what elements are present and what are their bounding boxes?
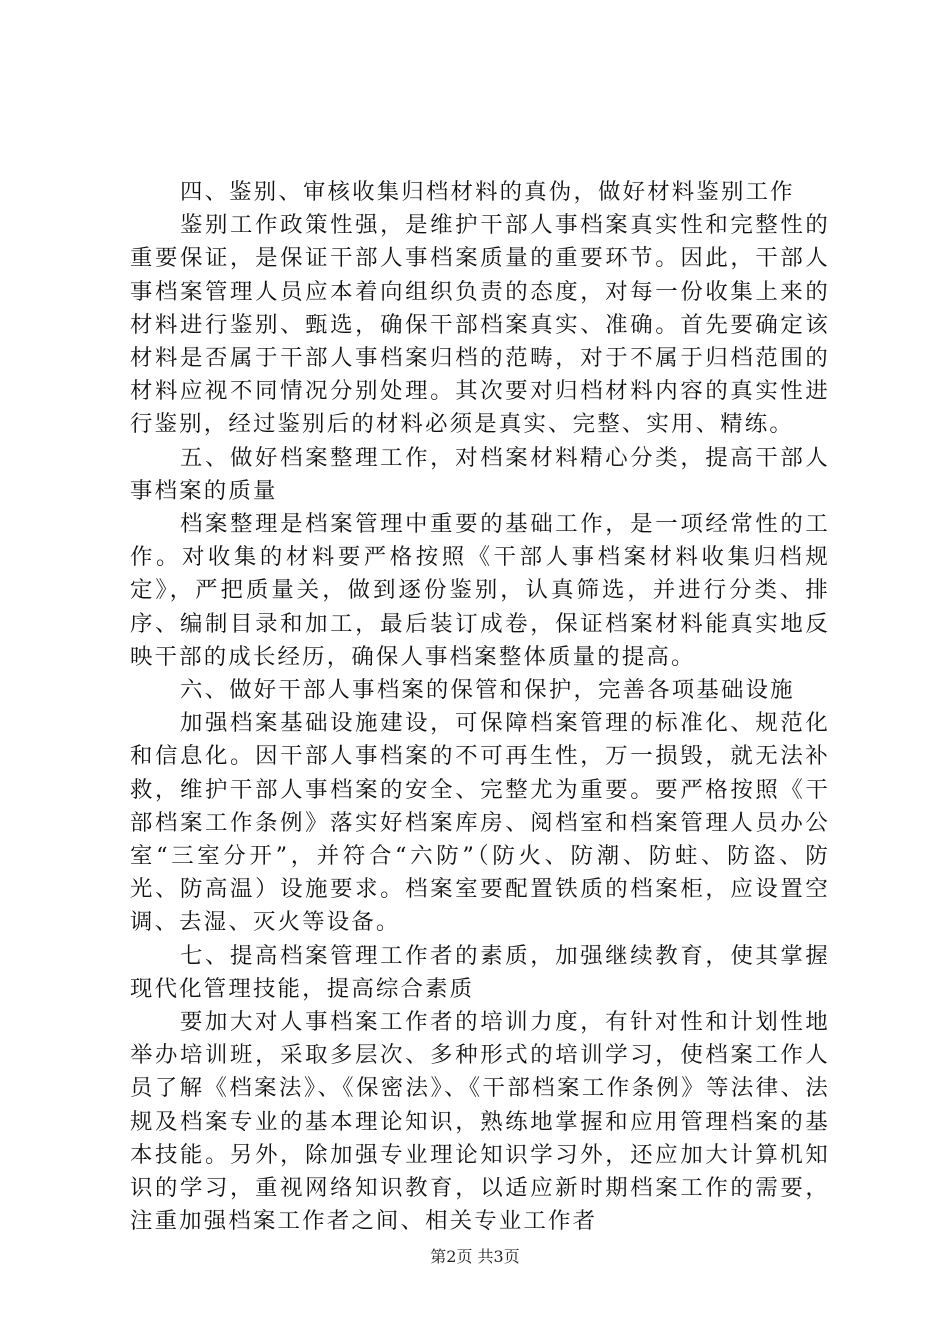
section-heading-4: 四、鉴别、审核收集归档材料的真伪，做好材料鉴别工作 <box>180 179 795 205</box>
section-heading-5: 五、做好档案整理工作，对档案材料精心分类，提高干部人事档案的质量 <box>130 444 830 504</box>
body-paragraph: 鉴别工作政策性强，是维护干部人事档案真实性和完整性的重要保证，是保证干部人事档案质量的重要环节。因此，干部人事档案管理人员应本着向组织负责的态度，对每一份收集上来的材料进行鉴别、甄选，确保干部档案真实、准确。首先要确定该材料是否属于干部人事档案归档的范畴，对于不属于归档范围的材料应视不同情况分别处理。其次要对归档材料内容的真实性进行鉴别，经过鉴别后的材料必须是真实、完整、实用、精练。 <box>130 212 830 438</box>
body-paragraph: 要加大对人事档案工作者的培训力度，有针对性和计划性地举办培训班，采取多层次、多种形式的培训学习，使档案工作人员了解《档案法》、《保密法》、《干部档案工作条例》等法律、法规及档案专业的基本理论知识，熟练地掌握和应用管理档案的基本技能。另外，除加强专业理论知识学习外，还应加大计算机知识的学习，重视网络知识教育，以适应新时期档案工作的需要，注重加强档案工作者之间、相关专业工作者 <box>130 1009 830 1235</box>
body-paragraph: 加强档案基础设施建设，可保障档案管理的标准化、规范化和信息化。因干部人事档案的不可再生性，万一损毁，就无法补救，维护干部人事档案的安全、完整尤为重要。要严格按照《干部档案工作条例》落实好档案库房、阅档室和档案管理人员办公室“三室分开”，并符合“六防”（防火、防潮、防蛀、防盗、防光、防高温）设施要求。档案室要配置铁质的档案柜，应设置空调、去湿、灭火等设备。 <box>130 710 830 936</box>
section-heading-7: 七、提高档案管理工作者的素质，加强继续教育，使其掌握现代化管理技能，提高综合素质 <box>130 942 830 1002</box>
section-heading-6: 六、做好干部人事档案的保管和保护，完善各项基础设施 <box>180 677 795 704</box>
body-paragraph: 档案整理是档案管理中重要的基础工作，是一项经常性的工作。对收集的材料要严格按照《干部人事档案材料收集归档规定》，严把质量关，做到逐份鉴别，认真筛选，并进行分类、排序、编制目录和加工，最后装订成卷，保证档案材料能真实地反映干部的成长经历，确保人事档案整体质量的提高。 <box>130 511 830 670</box>
document-body <box>130 176 830 1239</box>
page-footer: 第2页 共3页 <box>430 1247 520 1266</box>
